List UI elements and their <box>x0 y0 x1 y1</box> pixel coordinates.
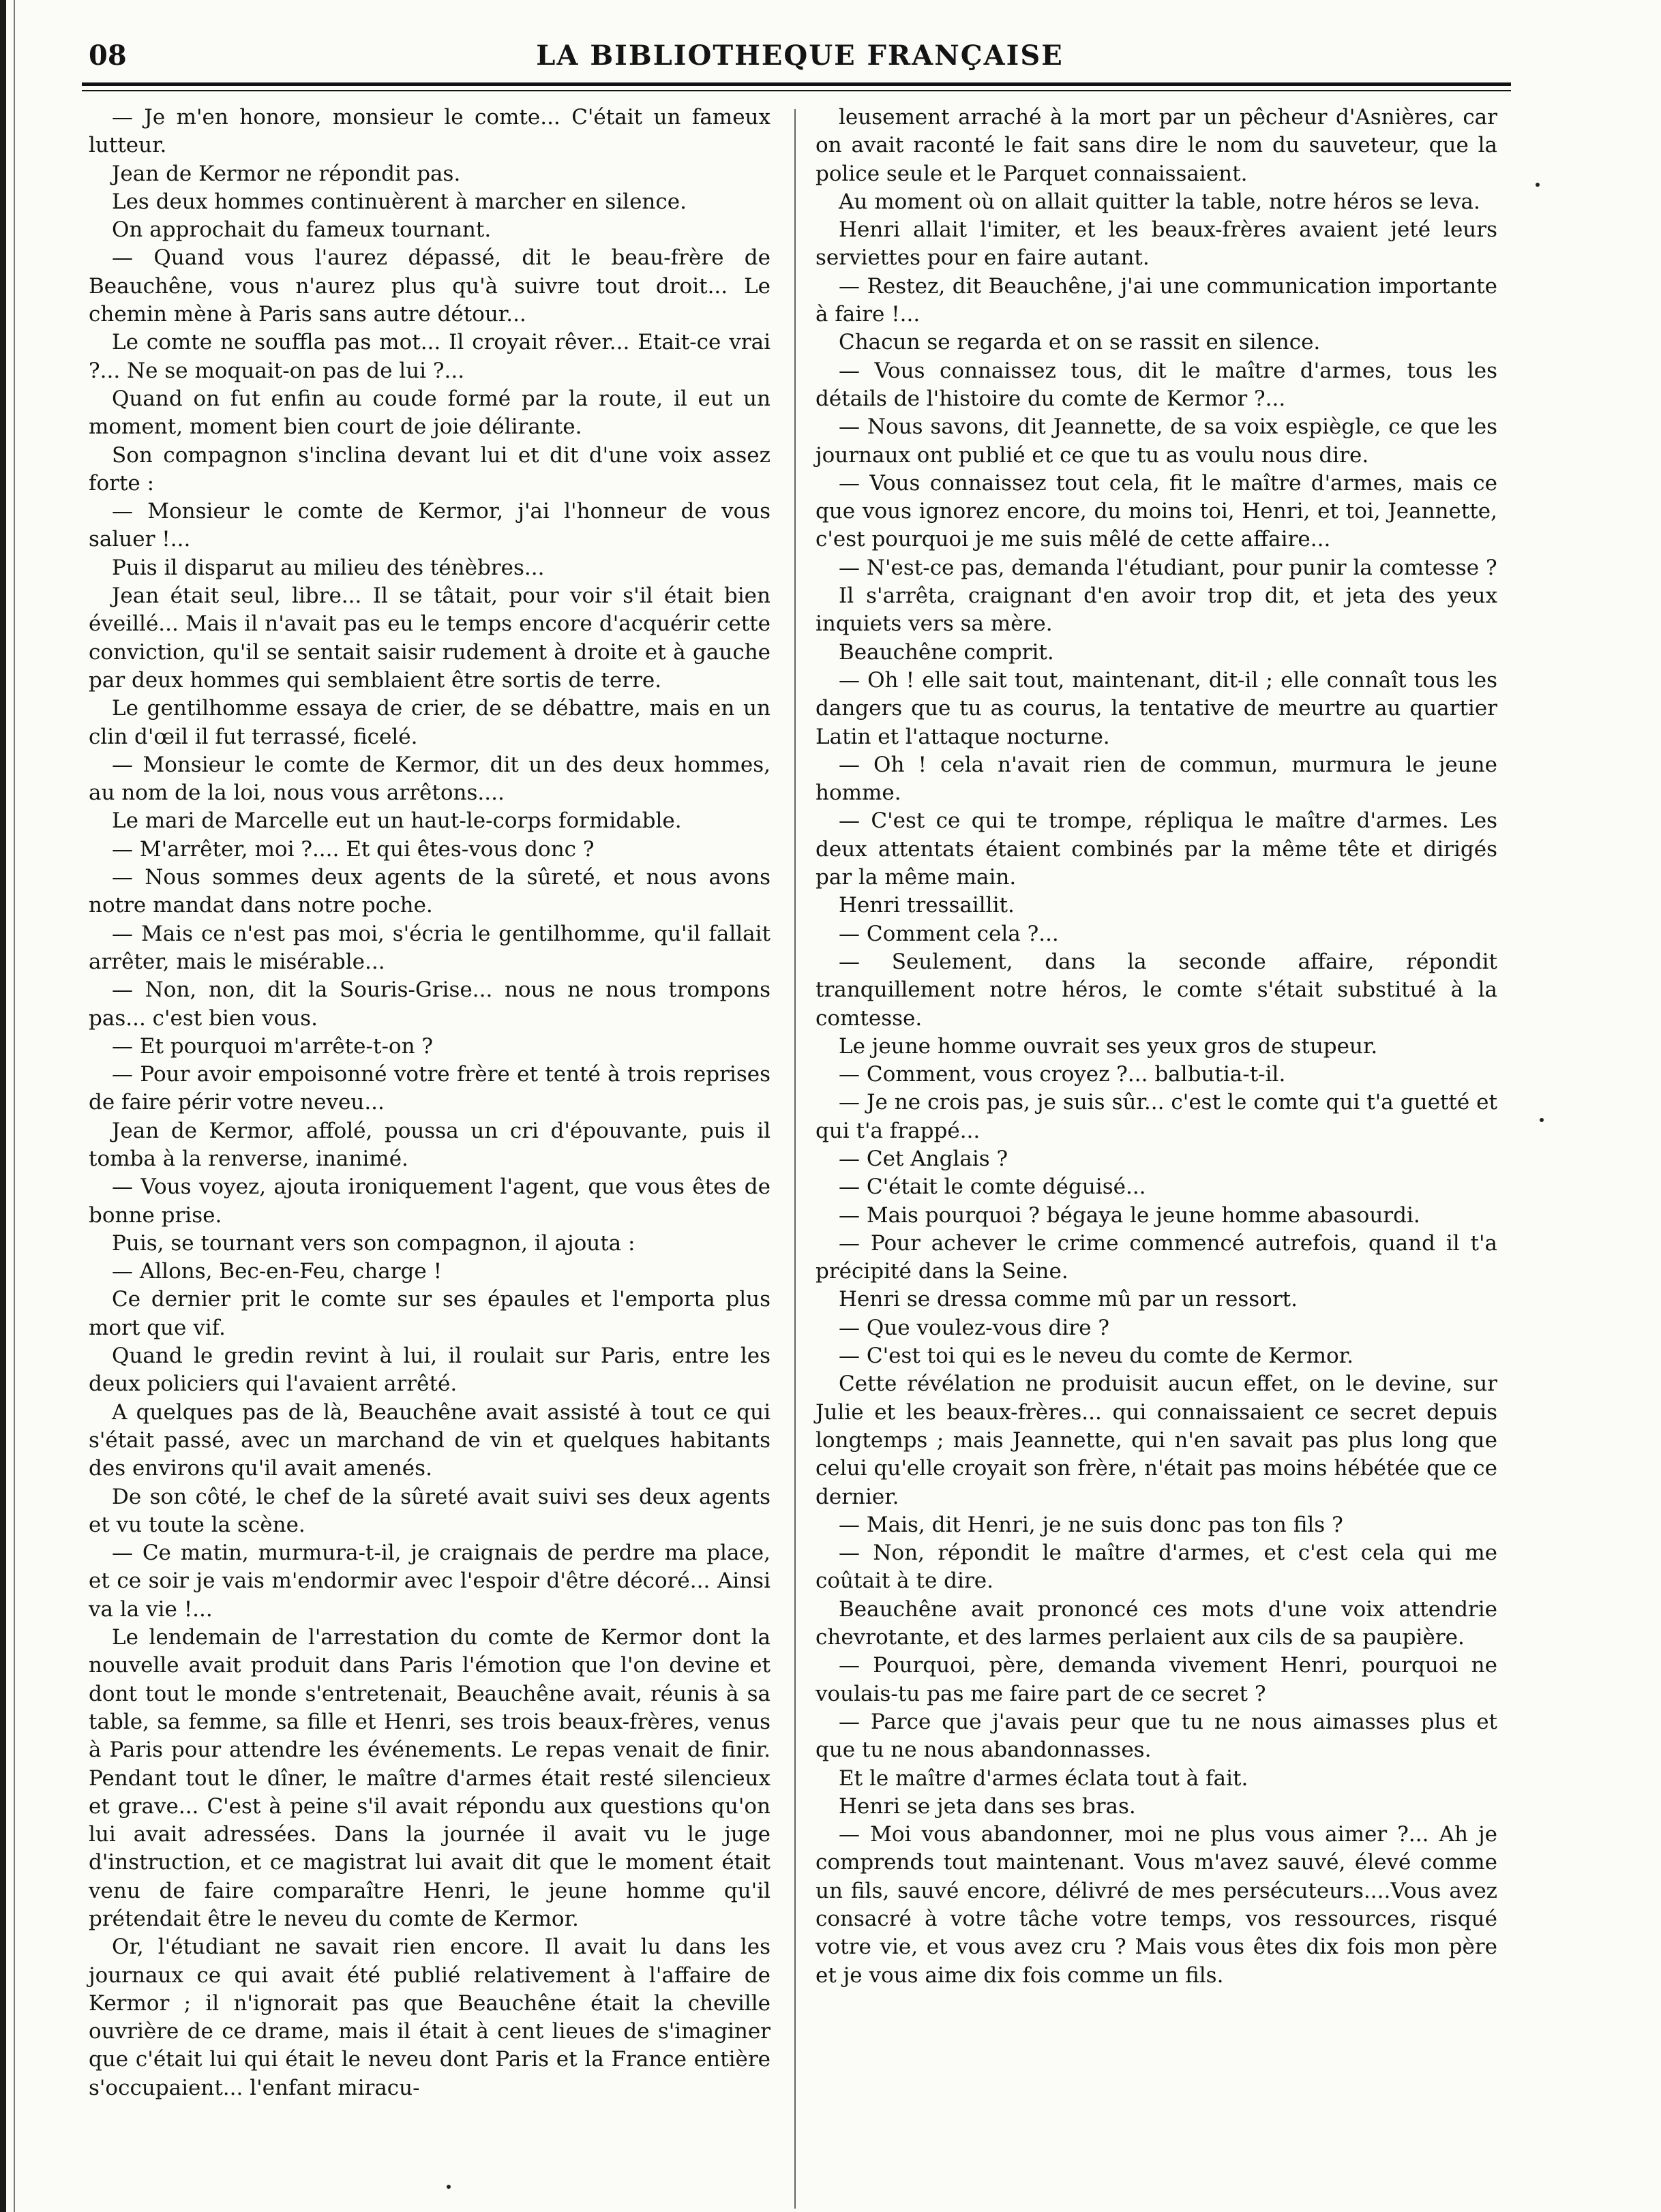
paragraph: — Nous savons, dit Jeannette, de sa voix espiègle, ce que les journaux ont publié et ce que tu as voulu nous dire. <box>815 414 1497 468</box>
page-number: 08 <box>89 40 127 72</box>
paragraph: — Pour avoir empoisonné votre frère et tenté à trois reprises de faire périr votre neveu... <box>89 1062 770 1115</box>
paragraph: Il s'arrêta, craignant d'en avoir trop dit, et jeta des yeux inquiets vers sa mère. <box>815 584 1497 637</box>
page-binding-line <box>14 0 15 2212</box>
paragraph: Henri se jeta dans ses bras. <box>839 1793 1136 1819</box>
paragraph: Henri allait l'imiter, et les beaux-frères avaient jeté leurs serviettes pour en faire autant. <box>815 217 1497 271</box>
paragraph: — Oh ! cela n'avait rien de commun, murmura le jeune homme. <box>815 752 1497 806</box>
paragraph: — Nous sommes deux agents de la sûreté, et nous avons notre mandat dans notre poche. <box>89 865 770 918</box>
paragraph: — Mais pourquoi ? bégaya le jeune homme abasourdi. <box>839 1202 1420 1228</box>
paragraph: Henri tressaillit. <box>839 893 1015 918</box>
paragraph: On approchait du fameux tournant. <box>112 217 492 243</box>
paragraph: — Non, répondit le maître d'armes, et c'est cela qui me coûtait à te dire. <box>815 1541 1497 1594</box>
paragraph: — Oh ! elle sait tout, maintenant, dit-il ; elle connaît tous les dangers que tu as courus, la tentative de meurtre au quartier Latin et l'attaque nocturne. <box>815 667 1497 749</box>
paragraph: Le comte ne souffla pas mot... Il croyait rêver... Etait-ce vrai ?... Ne se moquait-on pas de lui ?... <box>89 330 770 383</box>
paragraph: Chacun se regarda et on se rassit en silence. <box>839 330 1321 355</box>
paragraph: Jean de Kermor, affolé, poussa un cri d'épouvante, puis il tomba à la renverse, inanimé. <box>89 1118 770 1171</box>
header-rule-thick <box>82 82 1511 86</box>
paragraph: — Allons, Bec-en-Feu, charge ! <box>112 1259 443 1284</box>
paragraph: — N'est-ce pas, demanda l'étudiant, pour punir la comtesse ? <box>839 555 1497 580</box>
ink-speck <box>447 2185 451 2189</box>
paragraph: — Quand vous l'aurez dépassé, dit le beau-frère de Beauchêne, vous n'aurez plus qu'à suivre tout droit... Le chemin mène à Paris sans autre détour... <box>89 245 770 327</box>
paragraph: — Parce que j'avais peur que tu ne nous aimasses plus et que tu ne nous abandonnasses. <box>815 1709 1497 1763</box>
paragraph: — Que voulez-vous dire ? <box>839 1315 1109 1340</box>
column-divider <box>794 109 796 2209</box>
paragraph: Henri se dressa comme mû par un ressort. <box>839 1287 1298 1312</box>
paragraph: — Monsieur le comte de Kermor, j'ai l'honneur de vous saluer !... <box>89 499 770 552</box>
paragraph: — Mais, dit Henri, je ne suis donc pas ton fils ? <box>839 1512 1343 1537</box>
paragraph: — Monsieur le comte de Kermor, dit un des deux hommes, au nom de la loi, nous vous arrêtons.... <box>89 752 770 806</box>
paragraph: Le jeune homme ouvrait ses yeux gros de stupeur. <box>839 1033 1378 1059</box>
paragraph: — Pour achever le crime commencé autrefois, quand il t'a précipité dans la Seine. <box>815 1230 1497 1284</box>
paragraph: Le mari de Marcelle eut un haut-le-corps formidable. <box>112 808 682 834</box>
right-column <box>815 104 1497 1990</box>
running-title: LA BIBLIOTHEQUE FRANÇAISE <box>536 40 1064 72</box>
ink-speck <box>1536 183 1540 187</box>
paragraph: — Moi vous abandonner, moi ne plus vous aimer ?... Ah je comprends tout maintenant. Vous m'avez sauvé, élevé comme un fils, sauvé encore, délivré de mes persécuteurs....Vous avez consacré à votre tâche votre temps, vos ressources, risqué votre vie, et vous avez cru ? Mais vous êtes dix fois mon père et je vous aime dix fois comme un fils. <box>815 1822 1497 1988</box>
paragraph: Ce dernier prit le comte sur ses épaules et l'emporta plus mort que vif. <box>89 1287 770 1340</box>
page-binding-edge <box>0 0 6 2212</box>
left-column <box>89 104 770 2102</box>
paragraph: Jean de Kermor ne répondit pas. <box>112 161 461 186</box>
paragraph: Puis, se tournant vers son compagnon, il ajouta : <box>112 1230 635 1256</box>
paragraph: Au moment où on allait quitter la table, notre héros se leva. <box>839 189 1480 214</box>
paragraph: — C'est toi qui es le neveu du comte de Kermor. <box>839 1344 1353 1369</box>
paragraph: — Ce matin, murmura-t-il, je craignais de perdre ma place, et ce soir je vais m'endormir avec l'espoir d'être décoré... Ainsi va la vie !... <box>89 1541 770 1622</box>
paragraph: De son côté, le chef de la sûreté avait suivi ses deux agents et vu toute la scène. <box>89 1484 770 1537</box>
paragraph: — Comment, vous croyez ?... balbutia-t-il. <box>839 1062 1286 1087</box>
paragraph: Son compagnon s'inclina devant lui et dit d'une voix assez forte : <box>89 442 770 496</box>
paragraph: Beauchêne comprit. <box>839 639 1054 665</box>
paragraph: Et le maître d'armes éclata tout à fait. <box>839 1766 1248 1791</box>
paragraph: — C'était le comte déguisé... <box>839 1175 1146 1200</box>
header-rule-thin <box>82 90 1511 91</box>
paragraph: — Vous voyez, ajouta ironiquement l'agent, que vous êtes de bonne prise. <box>89 1175 770 1228</box>
paragraph: Puis il disparut au milieu des ténèbres... <box>112 555 545 580</box>
paragraph: — Cet Anglais ? <box>839 1146 1008 1171</box>
paragraph: — Vous connaissez tout cela, fit le maître d'armes, mais ce que vous ignorez encore, du moins toi, Henri, et toi, Jeannette, c'est pourquoi je me suis mêlé de cette affaire... <box>815 470 1497 552</box>
paragraph: Cette révélation ne produisit aucun effet, on le devine, sur Julie et les beaux-frères... qui connaissaient ce secret depuis longtemps ; mais Jeannette, qui n'en savait pas plus long que celui qu'elle croyait son frère, n'était pas moins hébétée que ce dernier. <box>815 1372 1497 1509</box>
paragraph: — Mais ce n'est pas moi, s'écria le gentilhomme, qu'il fallait arrêter, mais le misérable... <box>89 921 770 974</box>
paragraph: — M'arrêter, moi ?.... Et qui êtes-vous donc ? <box>112 836 595 862</box>
ink-speck <box>1540 1118 1544 1122</box>
paragraph: — Et pourquoi m'arrête-t-on ? <box>112 1033 434 1059</box>
paragraph: — Seulement, dans la seconde affaire, répondit tranquillement notre héros, le comte s'était substitué à la comtesse. <box>815 949 1497 1031</box>
paragraph: Or, l'étudiant ne savait rien encore. Il avait lu dans les journaux ce qui avait été publié relativement à l'affaire de Kermor ; il n'ignorait pas que Beauchêne était la cheville ouvrière de ce drame, mais il était à cent lieues de s'imaginer que c'était lui qui était le neveu dont Paris et la France entière s'occupaient... l'enfant miracu- <box>89 1935 770 2100</box>
paragraph: — Restez, dit Beauchêne, j'ai une communication importante à faire !... <box>815 273 1497 327</box>
paragraph: Quand on fut enfin au coude formé par la route, il eut un moment, moment bien court de joie délirante. <box>89 386 770 440</box>
paragraph: — Vous connaissez tous, dit le maître d'armes, tous les détails de l'histoire du comte de Kermor ?... <box>815 358 1497 411</box>
paragraph: Le gentilhomme essaya de crier, de se débattre, mais en un clin d'œil il fut terrassé, ficelé. <box>89 696 770 749</box>
paragraph: Les deux hommes continuèrent à marcher en silence. <box>112 189 687 214</box>
paragraph: A quelques pas de là, Beauchêne avait assisté à tout ce qui s'était passé, avec un marchand de vin et quelques habitants des environs qu'il avait amenés. <box>89 1399 770 1481</box>
paragraph: — Pourquoi, père, demanda vivement Henri, pourquoi ne voulais-tu pas me faire part de ce secret ? <box>815 1653 1497 1706</box>
paragraph: Jean était seul, libre... Il se tâtait, pour voir s'il était bien éveillé... Mais il n'avait pas eu le temps encore d'acquérir cette conviction, qu'il se sentait saisir rudement à droite et à gauche par deux hommes qui semblaient être sortis de terre. <box>89 584 770 693</box>
page-header <box>89 33 1511 80</box>
paragraph: — Je m'en honore, monsieur le comte... C'était un fameux lutteur. <box>89 105 770 158</box>
paragraph: Le lendemain de l'arrestation du comte de Kermor dont la nouvelle avait produit dans Paris l'émotion que l'on devine et dont tout le monde s'entretenait, Beauchêne avait, réunis à sa table, sa femme, sa fille et Henri, ses trois beaux-frères, venus à Paris pour attendre les événements. Le repas venait de finir. Pendant tout le dîner, le maître d'armes était resté silencieux et grave... C'est à peine s'il avait répondu aux questions qu'on lui avait adressées. Dans la journée il avait vu le juge d'instruction, et ce magistrat lui avait dit que le moment était venu de faire comparaître Henri, le jeune homme qu'il prétendait être le neveu du comte de Kermor. <box>89 1625 770 1931</box>
paragraph: Quand le gredin revint à lui, il roulait sur Paris, entre les deux policiers qui l'avaient arrêté. <box>89 1344 770 1397</box>
paragraph: leusement arraché à la mort par un pêcheur d'Asnières, car on avait raconté le fait sans dire le nom du sauveteur, que la police seule et le Parquet connaissaient. <box>815 105 1497 186</box>
paragraph: — Comment cela ?... <box>839 921 1059 946</box>
paragraph: Beauchêne avait prononcé ces mots d'une voix attendrie chevrotante, et des larmes perlaient aux cils de sa paupière. <box>815 1596 1497 1650</box>
paragraph: — Je ne crois pas, je suis sûr... c'est le comte qui t'a guetté et qui t'a frappé... <box>815 1090 1497 1143</box>
paragraph: — Non, non, dit la Souris-Grise... nous ne nous trompons pas... c'est bien vous. <box>89 978 770 1031</box>
paragraph: — C'est ce qui te trompe, répliqua le maître d'armes. Les deux attentats étaient combinés par la même tête et dirigés par la même main. <box>815 808 1497 890</box>
